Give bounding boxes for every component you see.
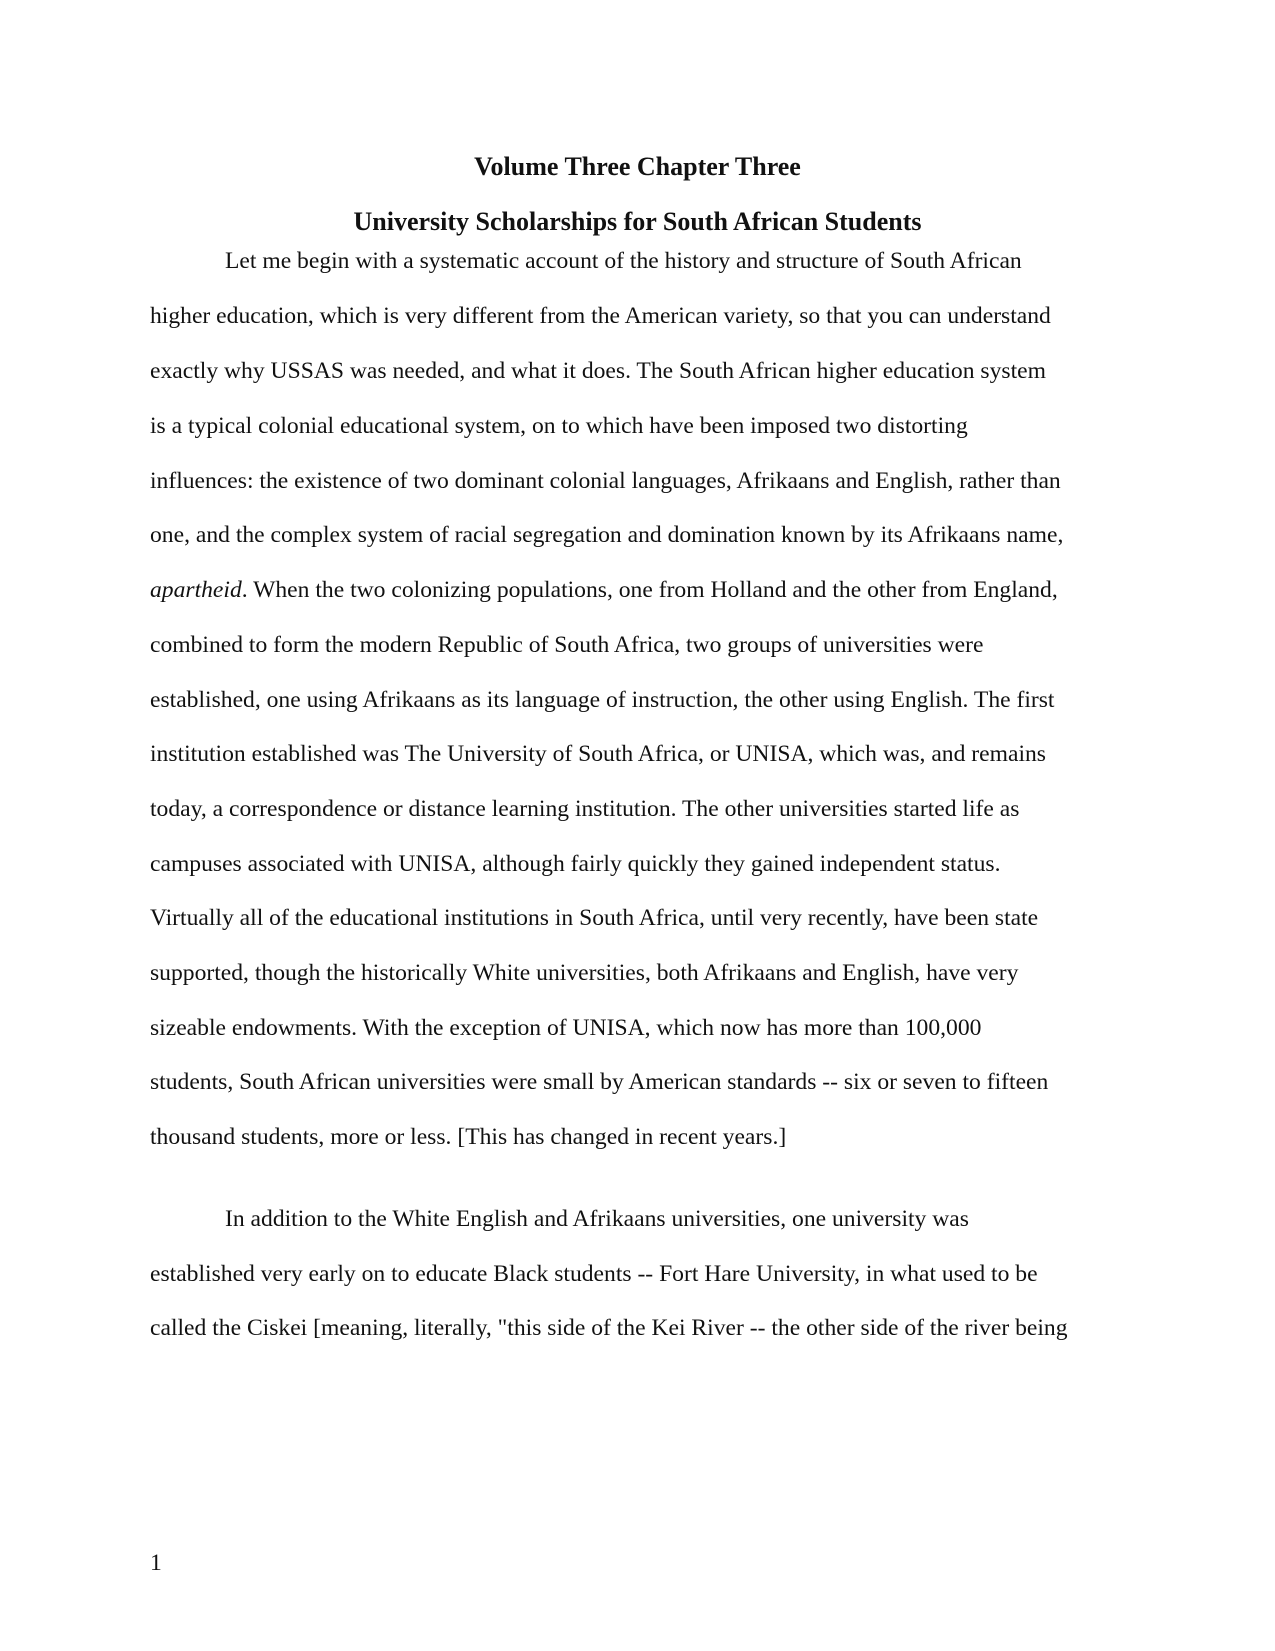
text-line: institution established was The University of South Africa, or UNISA, which was, and remains: [150, 741, 1046, 767]
text-line: Let me begin with a systematic account of the history and structure of South African: [225, 248, 1022, 274]
text-line: students, South African universities were small by American standards -- six or seven to fifteen: [150, 1069, 1049, 1095]
text-line: established, one using Afrikaans as its language of instruction, the other using English. The first: [150, 687, 1055, 713]
text-line: Virtually all of the educational institutions in South Africa, until very recently, have been state: [150, 905, 1039, 931]
text-line: today, a correspondence or distance learning institution. The other universities started life as: [150, 796, 1020, 822]
italic-term: apartheid: [150, 577, 242, 603]
text-line-rest: . When the two colonizing populations, one from Holland and the other from England,: [241, 577, 1058, 603]
text-line: influences: the existence of two dominant colonial languages, Afrikaans and English, rather than: [150, 468, 1061, 494]
text-line: supported, though the historically White universities, both Afrikaans and English, have very: [150, 960, 1019, 986]
text-line: thousand students, more or less. [This has changed in recent years.]: [150, 1124, 787, 1150]
text-line: exactly why USSAS was needed, and what it does. The South African higher education system: [150, 358, 1046, 384]
chapter-title: University Scholarships for South African Students: [353, 207, 922, 236]
text-line: combined to form the modern Republic of South Africa, two groups of universities were: [150, 632, 984, 658]
page-number: 1: [150, 1550, 162, 1576]
text-line: established very early on to educate Black students -- Fort Hare University, in what used to be: [150, 1261, 1038, 1287]
text-line: campuses associated with UNISA, although fairly quickly they gained independent status.: [150, 851, 1001, 877]
text-line: In addition to the White English and Afrikaans universities, one university was: [225, 1206, 969, 1232]
text-line: is a typical colonial educational system, on to which have been imposed two distorting: [150, 413, 968, 439]
text-line: called the Ciskei [meaning, literally, "this side of the Kei River -- the other side of the river being: [150, 1315, 1068, 1341]
chapter-heading: Volume Three Chapter Three: [474, 152, 801, 181]
text-line: higher education, which is very different from the American variety, so that you can understand: [150, 303, 1051, 329]
text-line: sizeable endowments. With the exception of UNISA, which now has more than 100,000: [150, 1015, 982, 1041]
text-line: one, and the complex system of racial segregation and domination known by its Afrikaans name,: [150, 522, 1064, 548]
text-line: [150, 575, 1058, 605]
